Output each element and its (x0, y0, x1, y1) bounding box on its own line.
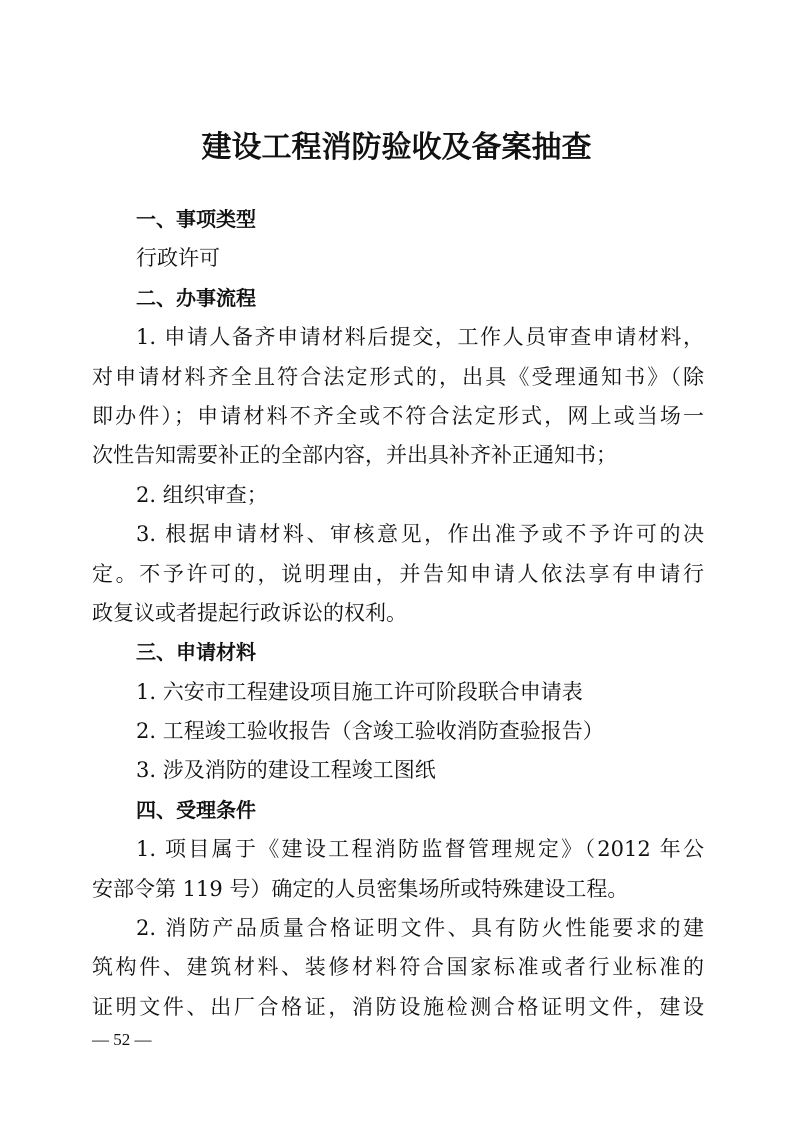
paragraph-line: 1. 项目属于《建设工程消防监督管理规定》（2012 年公 (136, 837, 704, 862)
section-heading: 二、办事流程 (136, 285, 256, 310)
paragraph-line: 3. 涉及消防的建设工程竣工图纸 (136, 758, 436, 783)
document-title: 建设工程消防验收及备案抽查 (201, 130, 592, 165)
paragraph-line: 1. 申请人备齐申请材料后提交，工作人员审查申请材料， (136, 325, 704, 350)
paragraph-line: 筑构件、建筑材料、装修材料符合国家标准或者行业标准的 (92, 955, 704, 980)
page-number: — 52 — (92, 1030, 152, 1049)
paragraph-line: 3. 根据申请材料、审核意见，作出准予或不予许可的决 (136, 522, 704, 547)
paragraph-line: 2. 消防产品质量合格证明文件、具有防火性能要求的建 (136, 916, 704, 941)
section-heading: 三、申请材料 (136, 640, 256, 665)
paragraph-line: 即办件）；申请材料不齐全或不符合法定形式，网上或当场一 (92, 403, 704, 428)
paragraph-line: 行政许可 (136, 246, 220, 271)
paragraph-line: 对申请材料齐全且符合法定形式的，出具《受理通知书》（除 (92, 364, 704, 389)
paragraph-line: 1. 六安市工程建设项目施工许可阶段联合申请表 (136, 679, 583, 704)
section-heading: 四、受理条件 (136, 797, 256, 822)
paragraph-line: 定。不予许可的，说明理由，并告知申请人依法享有申请行 (92, 561, 704, 586)
document-body (92, 200, 704, 1027)
paragraph-line: 政复议或者提起行政诉讼的权利。 (92, 600, 407, 625)
paragraph-line: 安部令第 119 号）确定的人员密集场所或特殊建设工程。 (92, 876, 629, 901)
paragraph-line: 2. 组织审查； (136, 482, 268, 507)
paragraph-line: 2. 工程竣工验收报告（含竣工验收消防查验报告） (136, 719, 604, 744)
paragraph-line: 证明文件、出厂合格证，消防设施检测合格证明文件，建设 (92, 994, 704, 1019)
paragraph-line: 次性告知需要补正的全部内容，并出具补齐补正通知书； (92, 443, 617, 468)
section-heading: 一、事项类型 (136, 207, 256, 231)
